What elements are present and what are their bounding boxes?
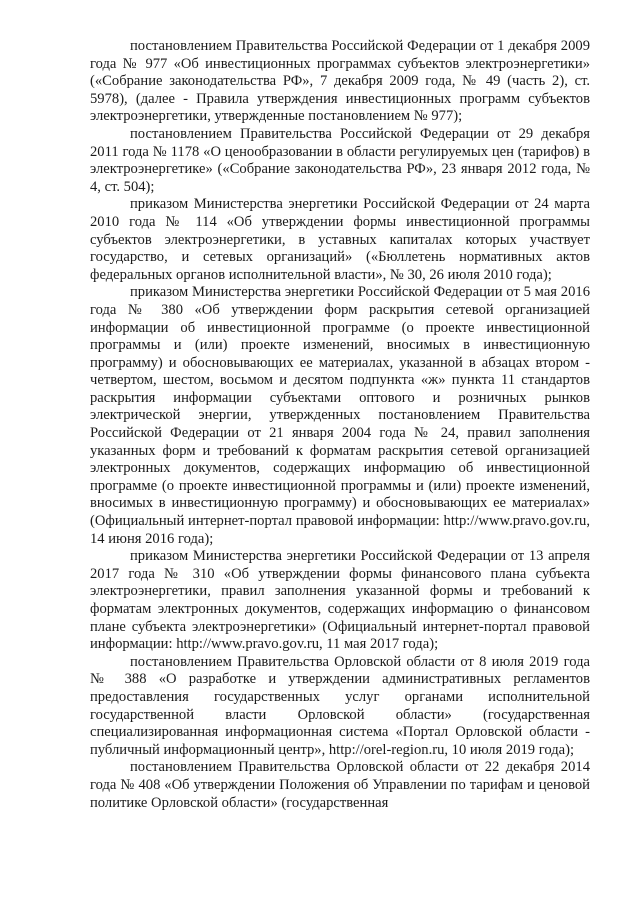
- document-paragraph: приказом Министерства энергетики Российской Федерации от 13 апреля 2017 года № 310 «Об утверждении формы финансового плана субъекта электроэнергетики, правил заполнения указанной формы и требований к форматам электронных документов, содержащих информацию о финансовом плане субъекта электроэнергетики» (Официальный интернет-портал правовой информации: http://www.pravo.gov.ru, 11 мая 2017 года);: [90, 548, 590, 653]
- document-page: [90, 38, 590, 812]
- document-paragraph: постановлением Правительства Российской Федерации от 29 декабря 2011 года № 1178 «О ценообразовании в области регулируемых цен (тарифов) в электроэнергетике» («Собрание законодательства РФ», 23 января 2012 года, № 4, ст. 504);: [90, 125, 590, 195]
- document-paragraph: постановлением Правительства Орловской области от 8 июля 2019 года № 388 «О разработке и утверждении административных регламентов предоставления государственных услуг органами исполнительной государственной власти Орловской области» (государственная специализированная информационная система «Портал Орловской области - публичный информационный центр», http://orel-region.ru, 10 июля 2019 года);: [90, 653, 590, 758]
- document-paragraph: постановлением Правительства Российской Федерации от 1 декабря 2009 года № 977 «Об инвестиционных программах субъектов электроэнергетики» («Собрание законодательства РФ», 7 декабря 2009 года, № 49 (часть 2), ст. 5978), (далее - Правила утверждения инвестиционных программ субъектов электроэнергетики, утвержденные постановлением № 977);: [90, 38, 590, 125]
- document-paragraph: постановлением Правительства Орловской области от 22 декабря 2014 года № 408 «Об утверждении Положения об Управлении по тарифам и ценовой политике Орловской области» (государственная: [90, 759, 590, 811]
- document-paragraph: приказом Министерства энергетики Российской Федерации от 24 марта 2010 года № 114 «Об утверждении формы инвестиционной программы субъектов электроэнергетики, в уставных капиталах которых участвует государство, и сетевых организаций» («Бюллетень нормативных актов федеральных органов исполнительной власти», № 30, 26 июля 2010 года);: [90, 196, 590, 283]
- document-paragraph: приказом Министерства энергетики Российской Федерации от 5 мая 2016 года № 380 «Об утверждении форм раскрытия сетевой организацией информации об инвестиционной программе (о проекте инвестиционной программы и (или) проекте изменений, вносимых в инвестиционную программу) и обосновывающих ее материалах, указанной в абзацах втором - четвертом, шестом, восьмом и десятом подпункта «ж» пункта 11 стандартов раскрытия информации субъектами оптового и розничных рынков электрической энергии, утвержденных постановлением Правительства Российской Федерации от 21 января 2004 года № 24, правил заполнения указанных форм и требований к форматам раскрытия сетевой организацией электронных документов, содержащих информацию об инвестиционной программе (о проекте инвестиционной программы и (или) проекте изменений, вносимых в инвестиционную программу) и обосновывающих ее материалах» (Официальный интернет-портал правовой информации: http://www.pravo.gov.ru, 14 июня 2016 года);: [90, 284, 590, 547]
